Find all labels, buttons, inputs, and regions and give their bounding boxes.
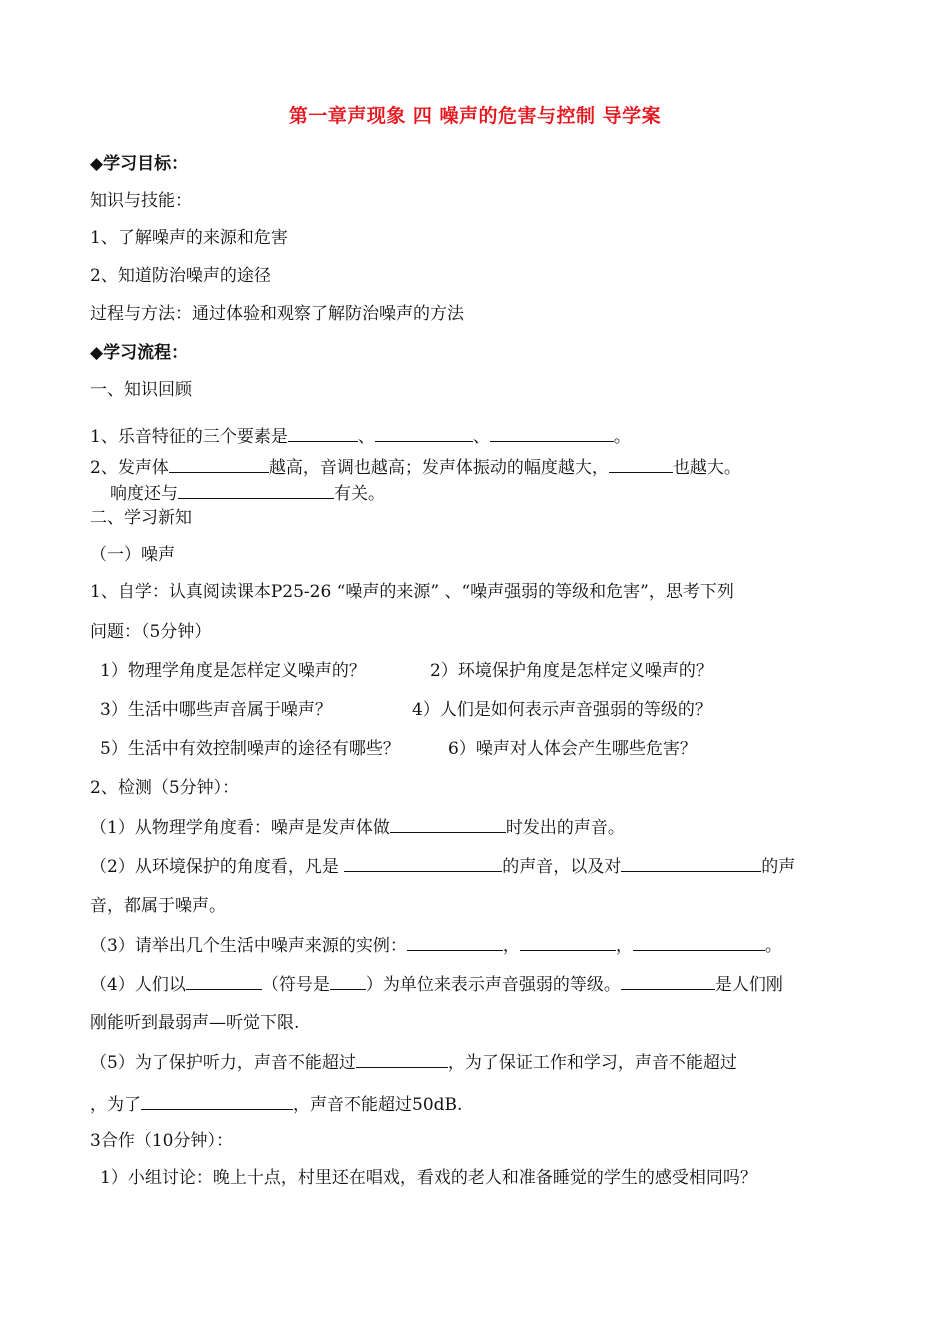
answer-blank[interactable]	[390, 816, 506, 833]
separator: 、	[357, 427, 375, 447]
check-item-5	[90, 1051, 737, 1074]
cooperation-question-1: 1）小组讨论：晚上十点，村里还在唱戏，看戏的老人和准备睡觉的学生的感受相同吗？	[100, 1168, 757, 1188]
review-q2-text: 越高，音调也越高；发声体振动的幅度越大，	[268, 458, 609, 478]
goal-item-1: 1、了解噪声的来源和危害	[90, 228, 288, 248]
self-study-line1: 1、自学：认真阅读课本P25-26 “噪声的来源” 、“噪声强弱的等级和危害”，思考下列	[90, 582, 734, 602]
review-q2-text: 响度还与	[110, 484, 178, 504]
check-item-text: 的声音，以及对	[502, 857, 622, 877]
check-item-5-cont	[90, 1093, 462, 1116]
answer-blank[interactable]	[633, 934, 765, 951]
separator: ，	[502, 936, 520, 956]
answer-blank[interactable]	[407, 934, 503, 951]
terminator: 。	[613, 427, 631, 447]
answer-blank[interactable]	[520, 934, 616, 951]
flow-heading: ◆学习流程：	[90, 343, 189, 363]
check-item-text: 时发出的声音。	[505, 818, 625, 838]
check-item-text: ，为了保证工作和学习，声音不能超过	[447, 1053, 737, 1073]
review-heading: 一、知识回顾	[90, 380, 192, 400]
question-1: 1）物理学角度是怎样定义噪声的？	[100, 661, 366, 681]
check-item-text: ，为了	[90, 1095, 141, 1115]
check-item-2	[90, 855, 795, 878]
answer-blank[interactable]	[141, 1093, 293, 1110]
check-item-text: （3）请举出几个生活中噪声来源的实例：	[90, 936, 407, 956]
check-item-4-cont: 刚能听到最弱声—听觉下限.	[90, 1013, 300, 1033]
question-3: 3）生活中哪些声音属于噪声？	[100, 700, 332, 720]
review-q2-text: 2、发声体	[90, 458, 169, 478]
answer-blank[interactable]	[609, 456, 673, 473]
check-item-text: （1）从物理学角度看：噪声是发声体做	[90, 818, 390, 838]
separator: ，	[615, 936, 633, 956]
check-item-text: ）为单位来表示声音强弱的等级。	[365, 975, 621, 995]
answer-blank[interactable]	[169, 456, 269, 473]
check-item-text: 的声	[761, 857, 796, 877]
review-question-1	[90, 425, 631, 448]
terminator: 。	[764, 936, 782, 956]
answer-blank[interactable]	[490, 425, 614, 442]
answer-blank[interactable]	[330, 973, 366, 990]
noise-subsection: （一）噪声	[90, 545, 175, 565]
check-item-text: （4）人们以	[90, 975, 186, 995]
check-item-text: 是人们刚	[714, 975, 783, 995]
process-method: 过程与方法：通过体验和观察了解防治噪声的方法	[90, 304, 464, 324]
question-4: 4）人们是如何表示声音强弱的等级的？	[412, 700, 712, 720]
answer-blank[interactable]	[356, 1051, 448, 1068]
answer-blank[interactable]	[375, 425, 473, 442]
review-question-2	[90, 456, 741, 479]
check-heading: 2、检测（5分钟）：	[90, 778, 240, 798]
self-study-line2: 问题：（5分钟）	[90, 622, 212, 642]
review-q2-text: 有关。	[334, 484, 385, 504]
answer-blank[interactable]	[178, 482, 334, 499]
check-item-text: （符号是	[261, 975, 330, 995]
question-5: 5）生活中有效控制噪声的途径有哪些？	[100, 739, 400, 759]
check-item-1	[90, 816, 625, 839]
cooperation-heading: 3合作（10分钟）：	[90, 1131, 233, 1151]
check-item-text: （5）为了保护听力，声音不能超过	[90, 1053, 356, 1073]
check-item-text: （2）从环境保护的角度看，凡是	[90, 857, 345, 877]
answer-blank[interactable]	[186, 973, 262, 990]
goals-heading: ◆学习目标：	[90, 154, 189, 174]
knowledge-skills-label: 知识与技能：	[90, 191, 192, 211]
answer-blank[interactable]	[621, 855, 761, 872]
document-title: 第一章声现象 四 噪声的危害与控制 导学案	[288, 105, 662, 127]
check-item-3	[90, 934, 782, 957]
goal-item-2: 2、知道防治噪声的途径	[90, 266, 271, 286]
separator: 、	[472, 427, 490, 447]
question-6: 6）噪声对人体会产生哪些危害？	[448, 739, 697, 759]
check-item-2-cont: 音，都属于噪声。	[90, 896, 226, 916]
review-q1-text: 1、乐音特征的三个要素是	[90, 427, 288, 447]
answer-blank[interactable]	[344, 855, 502, 872]
review-q2-text: 也越大。	[672, 458, 741, 478]
check-item-4	[90, 973, 783, 996]
answer-blank[interactable]	[621, 973, 715, 990]
question-2: 2）环境保护角度是怎样定义噪声的？	[430, 661, 713, 681]
new-knowledge-heading: 二、学习新知	[90, 508, 192, 528]
answer-blank[interactable]	[288, 425, 358, 442]
review-question-2-cont	[110, 482, 385, 505]
check-item-text: ，声音不能超过50dB.	[293, 1095, 463, 1115]
